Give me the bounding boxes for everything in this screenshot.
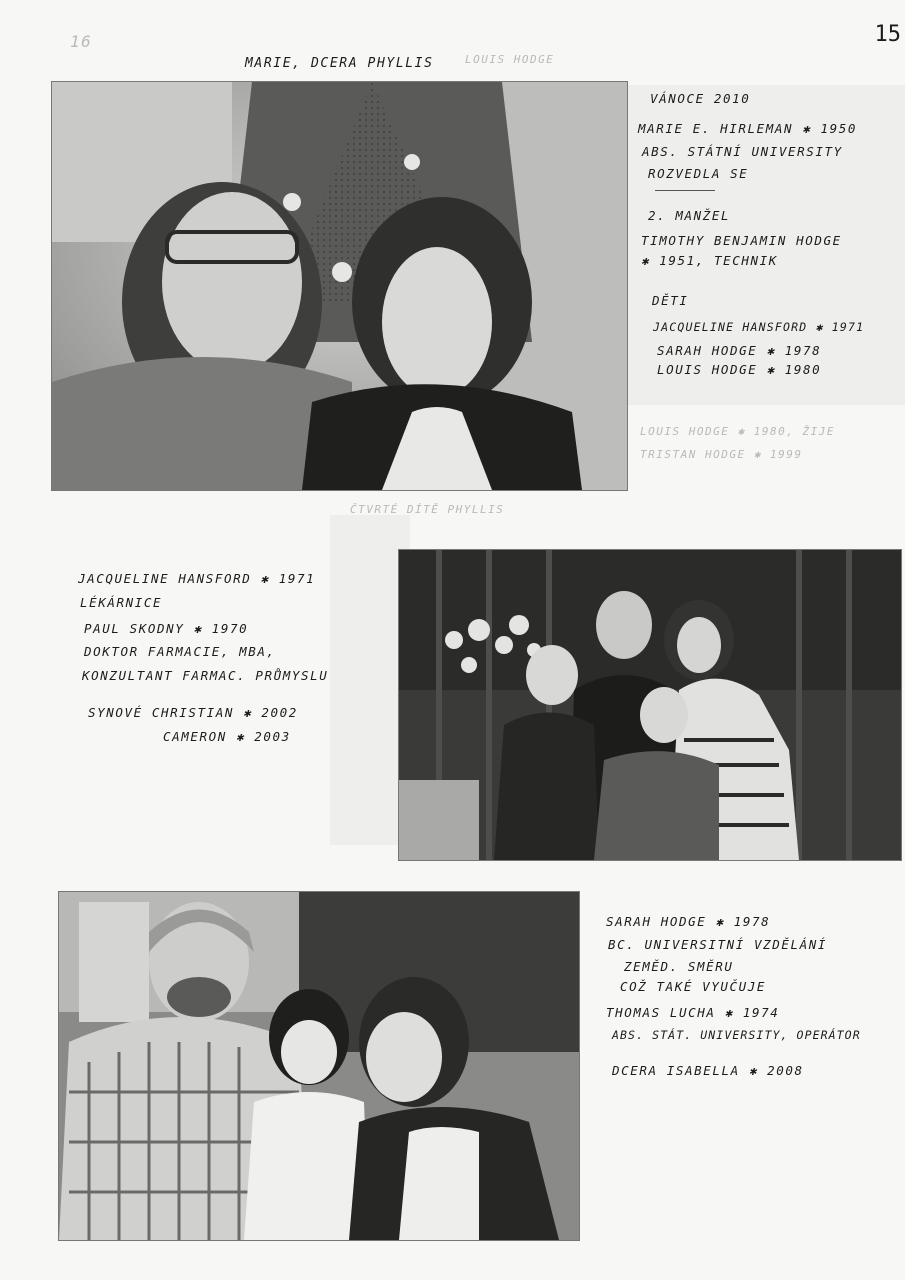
block1-line-3: ABS. STÁTNÍ UNIVERSITY — [642, 144, 843, 159]
bleed-through-text: LOUIS HODGE — [465, 53, 555, 66]
block1-line-7: ✱ 1951, TECHNIK — [641, 253, 778, 268]
page-number-reverse: 16 — [70, 32, 93, 51]
block3-line-2: BC. UNIVERSITNÍ VZDĚLÁNÍ — [608, 937, 828, 952]
photo-marie-and-timothy — [51, 81, 628, 491]
page-title: MARIE, DCERA PHYLLIS — [245, 56, 434, 71]
block3-line-6: ABS. STÁT. UNIVERSITY, OPERÁTOR — [612, 1028, 861, 1042]
block3-line-7: DCERA ISABELLA ✱ 2008 — [612, 1063, 804, 1078]
block3-line-4: COŽ TAKÉ VYUČUJE — [620, 979, 767, 994]
photo-family-three — [59, 892, 579, 1240]
block2-line-5: KONZULTANT FARMAC. PRŮMYSLU — [82, 668, 329, 683]
block1-line-5: 2. MANŽEL — [648, 208, 731, 223]
block1-line-11: LOUIS HODGE ✱ 1980 — [657, 362, 822, 377]
photo-family-four — [399, 550, 901, 860]
photo-hansford-family — [398, 549, 902, 861]
photo-christmas-couple — [52, 82, 627, 490]
bleed-through-text: TRISTAN HODGE ✱ 1999 — [640, 448, 803, 461]
divider-line — [655, 190, 715, 191]
bleed-through-text: LOUIS HODGE ✱ 1980, ŽIJE — [640, 425, 835, 438]
block1-line-9: JACQUELINE HANSFORD ✱ 1971 — [653, 320, 865, 334]
block1-line-10: SARAH HODGE ✱ 1978 — [657, 343, 822, 358]
block2-line-7: CAMERON ✱ 2003 — [163, 729, 291, 744]
block2-line-6: SYNOVÉ CHRISTIAN ✱ 2002 — [88, 705, 298, 720]
block1-line-6: TIMOTHY BENJAMIN HODGE — [641, 233, 842, 248]
photo-hodge-lucha-family — [58, 891, 580, 1241]
block3-line-3: ZEMĚD. SMĚRU — [624, 959, 734, 974]
block1-line-8: DĚTI — [652, 293, 689, 308]
block2-line-1: JACQUELINE HANSFORD ✱ 1971 — [78, 571, 316, 586]
block1-line-4: ROZVEDLA SE — [648, 166, 749, 181]
block2-line-2: LÉKÁRNICE — [80, 595, 163, 610]
block2-line-3: PAUL SKODNY ✱ 1970 — [84, 621, 249, 636]
bleed-through-text: ČTVRTÉ DÍTĚ PHYLLIS — [350, 503, 505, 516]
block2-line-4: DOKTOR FARMACIE, MBA, — [84, 644, 276, 659]
block3-line-5: THOMAS LUCHA ✱ 1974 — [606, 1005, 780, 1020]
block3-line-1: SARAH HODGE ✱ 1978 — [606, 914, 771, 929]
block1-line-2: MARIE E. HIRLEMAN ✱ 1950 — [638, 121, 858, 136]
block1-line-1: VÁNOCE 2010 — [650, 91, 751, 106]
page-number: 15 — [874, 22, 901, 47]
